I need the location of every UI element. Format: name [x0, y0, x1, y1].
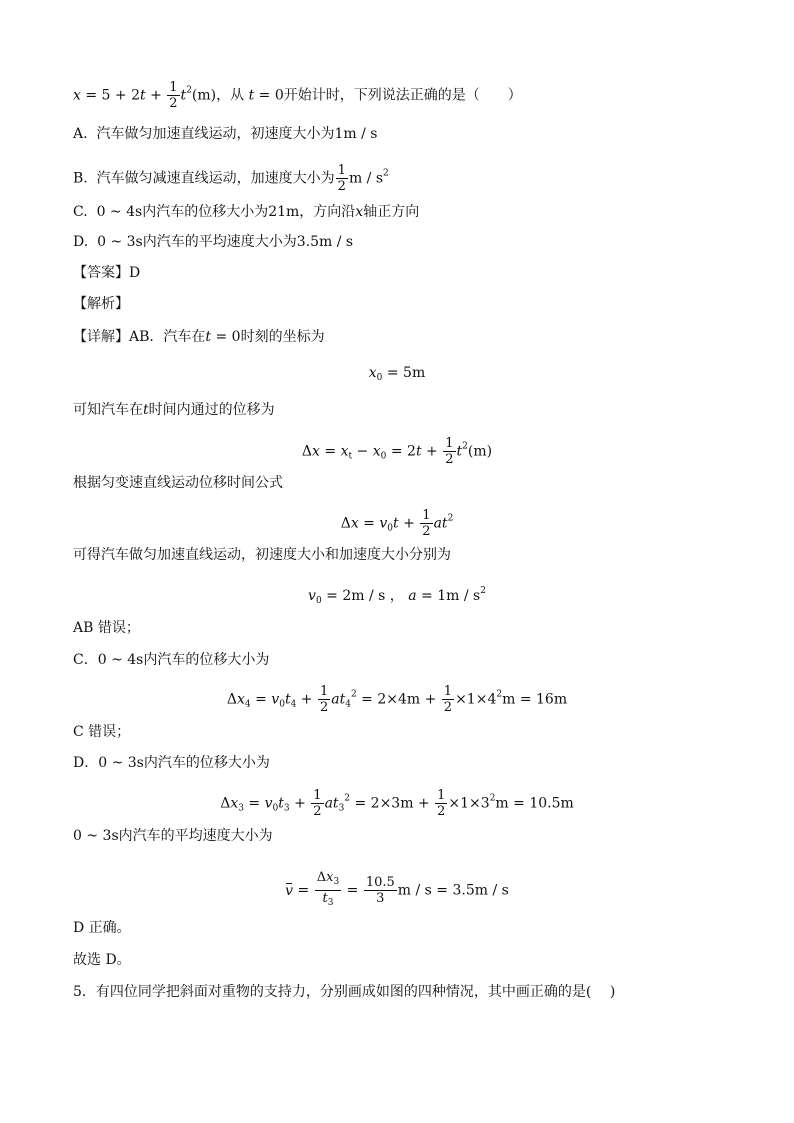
eq-delta-x3: $\Delta x_3 = v_0t_3$ + $\frac{1}{2}$ $at_3^2 = 2\times 3m$ + $\frac{1}{2}$ $\times 1\times 3^2m = 10.5m$ — [220, 788, 574, 819]
text-result: 可得汽车做匀加速直线运动，初速度大小和加速度大小分别为 — [73, 547, 451, 563]
option-b: B. 汽车做匀减速直线运动，加速度大小为 $\frac{1}{2}$ m / $s^2$ — [73, 163, 389, 194]
eq-formula: $\Delta x = v_0t$ + $\frac{1}{2}$ $at^2$ — [340, 508, 454, 539]
q4-stem: x = 5 + 2t + $\frac{1}{2}$ $t^2(m)$，从 t = 0开始计时，下列说法正确的是（ ） — [73, 80, 522, 111]
avg-intro: 0 ~ 3s内汽车的平均速度大小为 — [73, 828, 273, 844]
q5-stem: 5．有四位同学把斜面对重物的支持力，分别画成如图的四种情况，其中画正确的是( ) — [73, 984, 616, 1000]
ab-wrong: AB 错误； — [73, 620, 140, 636]
eq-x0: $x_0 = 5m$ — [368, 365, 426, 383]
eq-delta-x4: $\Delta x_4 = v_0t_4$ + $\frac{1}{2}$ $at_4^2 = 2\times 4m$ + $\frac{1}{2}$ $\times 1\times 4^2m = 16m$ — [226, 684, 568, 715]
c-wrong: C 错误； — [73, 724, 131, 740]
d-intro: D．0 ~ 3s内汽车的位移大小为 — [73, 755, 270, 771]
eq-avg-velocity: v = $\frac{\Delta x_3}{t_3}$ = $\frac{10.5}{3}$ m / s = 3.5m / s — [285, 870, 509, 908]
text-formula: 根据匀变速直线运动位移时间公式 — [73, 475, 283, 491]
choose-line: 故选 D。 — [73, 952, 131, 968]
option-d: D. 0 ~ 3s内汽车的平均速度大小为3.5m / s — [73, 234, 354, 250]
option-a: A. 汽车做匀加速直线运动，初速度大小为1m / s — [73, 126, 378, 142]
eq-v0-a: $v_0 = 2m / s$ ， $a = 1m / s^2$ — [308, 586, 486, 606]
c-intro: C．0 ~ 4s内汽车的位移大小为 — [73, 652, 270, 668]
option-c: C. 0 ~ 4s内汽车的位移大小为21m，方向沿x轴正方向 — [73, 204, 420, 220]
analysis-tag: 【解析】 — [73, 296, 129, 312]
d-right: D 正确。 — [73, 920, 131, 936]
text-displacement: 可知汽车在t时间内通过的位移为 — [73, 402, 275, 418]
detail-ab-line: 【详解】AB．汽车在t = 0时刻的坐标为 — [73, 329, 325, 345]
eq-delta-x: $\Delta x = x_t - x_0 = 2t$ + $\frac{1}{2}$ $t^2(m)$ — [301, 436, 493, 467]
answer-line: 【答案】D — [73, 265, 141, 281]
